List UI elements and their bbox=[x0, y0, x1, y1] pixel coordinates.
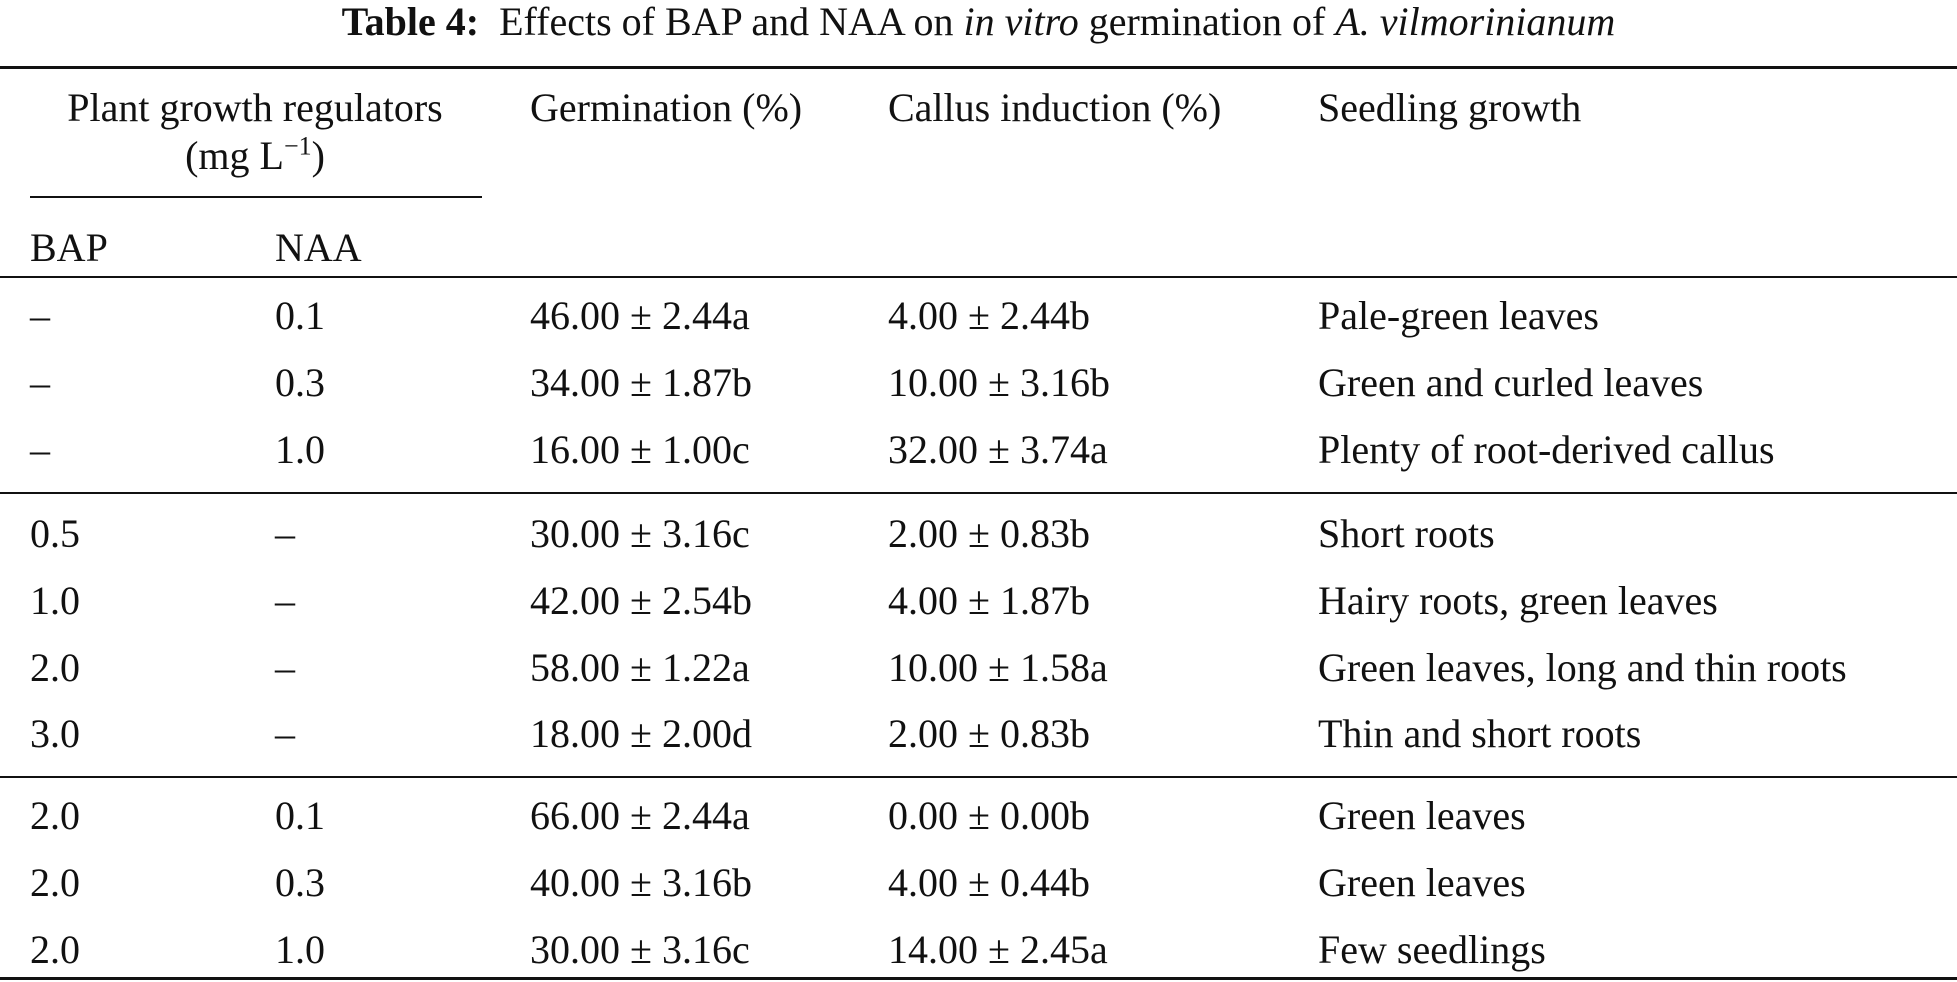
cell-callus: 2.00 ± 0.83b bbox=[888, 511, 1090, 556]
cell-naa: 0.1 bbox=[275, 293, 325, 338]
header-germination: Germination (%) bbox=[530, 85, 803, 130]
header-callus-induction: Callus induction (%) bbox=[888, 85, 1222, 130]
cell-germination: 40.00 ± 3.16b bbox=[530, 860, 752, 905]
cell-seedling-growth: Short roots bbox=[1318, 511, 1495, 556]
cell-germination: 46.00 ± 2.44a bbox=[530, 293, 750, 338]
cell-germination: 58.00 ± 1.22a bbox=[530, 645, 750, 690]
cell-bap: 0.5 bbox=[30, 511, 80, 556]
cell-seedling-growth: Thin and short roots bbox=[1318, 711, 1642, 756]
cell-bap: – bbox=[30, 427, 50, 472]
header-bap: BAP bbox=[30, 225, 108, 270]
cell-bap: – bbox=[30, 293, 50, 338]
cell-naa: – bbox=[275, 645, 295, 690]
cell-naa: 1.0 bbox=[275, 427, 325, 472]
bottom-rule bbox=[0, 977, 1957, 980]
cell-seedling-growth: Pale-green leaves bbox=[1318, 293, 1599, 338]
cell-naa: – bbox=[275, 711, 295, 756]
cell-seedling-growth: Hairy roots, green leaves bbox=[1318, 578, 1718, 623]
caption-italic-in-vitro: in vitro bbox=[963, 0, 1079, 44]
header-pgr-line1: Plant growth regulators bbox=[67, 85, 443, 130]
top-rule bbox=[0, 66, 1957, 69]
cell-seedling-growth: Green leaves bbox=[1318, 860, 1526, 905]
header-pgr-unit: (mg $L^{-1}$) bbox=[185, 131, 325, 178]
cell-naa: – bbox=[275, 578, 295, 623]
table-label: Table 4: bbox=[341, 0, 480, 44]
cell-naa: 0.3 bbox=[275, 860, 325, 905]
cell-naa: 1.0 bbox=[275, 927, 325, 972]
cell-seedling-growth: Few seedlings bbox=[1318, 927, 1546, 972]
cell-bap: – bbox=[30, 360, 50, 405]
header-plant-growth-regulators bbox=[30, 84, 480, 180]
cell-bap: 2.0 bbox=[30, 860, 80, 905]
cell-germination: 66.00 ± 2.44a bbox=[530, 793, 750, 838]
cell-bap: 2.0 bbox=[30, 645, 80, 690]
cell-germination: 42.00 ± 2.54b bbox=[530, 578, 752, 623]
cell-callus: 10.00 ± 1.58a bbox=[888, 645, 1108, 690]
cell-naa: 0.3 bbox=[275, 360, 325, 405]
cell-seedling-growth: Green and curled leaves bbox=[1318, 360, 1704, 405]
cell-germination: 16.00 ± 1.00c bbox=[530, 427, 750, 472]
cell-germination: 30.00 ± 3.16c bbox=[530, 927, 750, 972]
header-group-underline bbox=[30, 196, 482, 198]
cell-callus: 0.00 ± 0.00b bbox=[888, 793, 1090, 838]
cell-seedling-growth: Plenty of root-derived callus bbox=[1318, 427, 1775, 472]
cell-callus: 4.00 ± 2.44b bbox=[888, 293, 1090, 338]
cell-callus: 4.00 ± 0.44b bbox=[888, 860, 1090, 905]
cell-callus: 32.00 ± 3.74a bbox=[888, 427, 1108, 472]
cell-bap: 1.0 bbox=[30, 578, 80, 623]
header-naa: NAA bbox=[275, 225, 362, 270]
header-seedling-growth: Seedling growth bbox=[1318, 85, 1582, 130]
cell-seedling-growth: Green leaves bbox=[1318, 793, 1526, 838]
cell-germination: 34.00 ± 1.87b bbox=[530, 360, 752, 405]
caption-prefix: Effects of BAP and NAA on bbox=[499, 0, 964, 44]
cell-bap: 2.0 bbox=[30, 927, 80, 972]
cell-callus: 10.00 ± 3.16b bbox=[888, 360, 1110, 405]
header-bottom-rule bbox=[0, 276, 1957, 278]
cell-naa: 0.1 bbox=[275, 793, 325, 838]
caption-species: A. vilmorinianum bbox=[1335, 0, 1616, 44]
cell-bap: 2.0 bbox=[30, 793, 80, 838]
cell-callus: 2.00 ± 0.83b bbox=[888, 711, 1090, 756]
cell-naa: – bbox=[275, 511, 295, 556]
table-caption bbox=[0, 0, 1957, 44]
group-separator-rule bbox=[0, 492, 1957, 494]
cell-bap: 3.0 bbox=[30, 711, 80, 756]
cell-callus: 14.00 ± 2.45a bbox=[888, 927, 1108, 972]
group-separator-rule bbox=[0, 776, 1957, 778]
caption-middle: germination of bbox=[1078, 0, 1336, 44]
cell-germination: 30.00 ± 3.16c bbox=[530, 511, 750, 556]
cell-seedling-growth: Green leaves, long and thin roots bbox=[1318, 645, 1847, 690]
cell-germination: 18.00 ± 2.00d bbox=[530, 711, 752, 756]
cell-callus: 4.00 ± 1.87b bbox=[888, 578, 1090, 623]
